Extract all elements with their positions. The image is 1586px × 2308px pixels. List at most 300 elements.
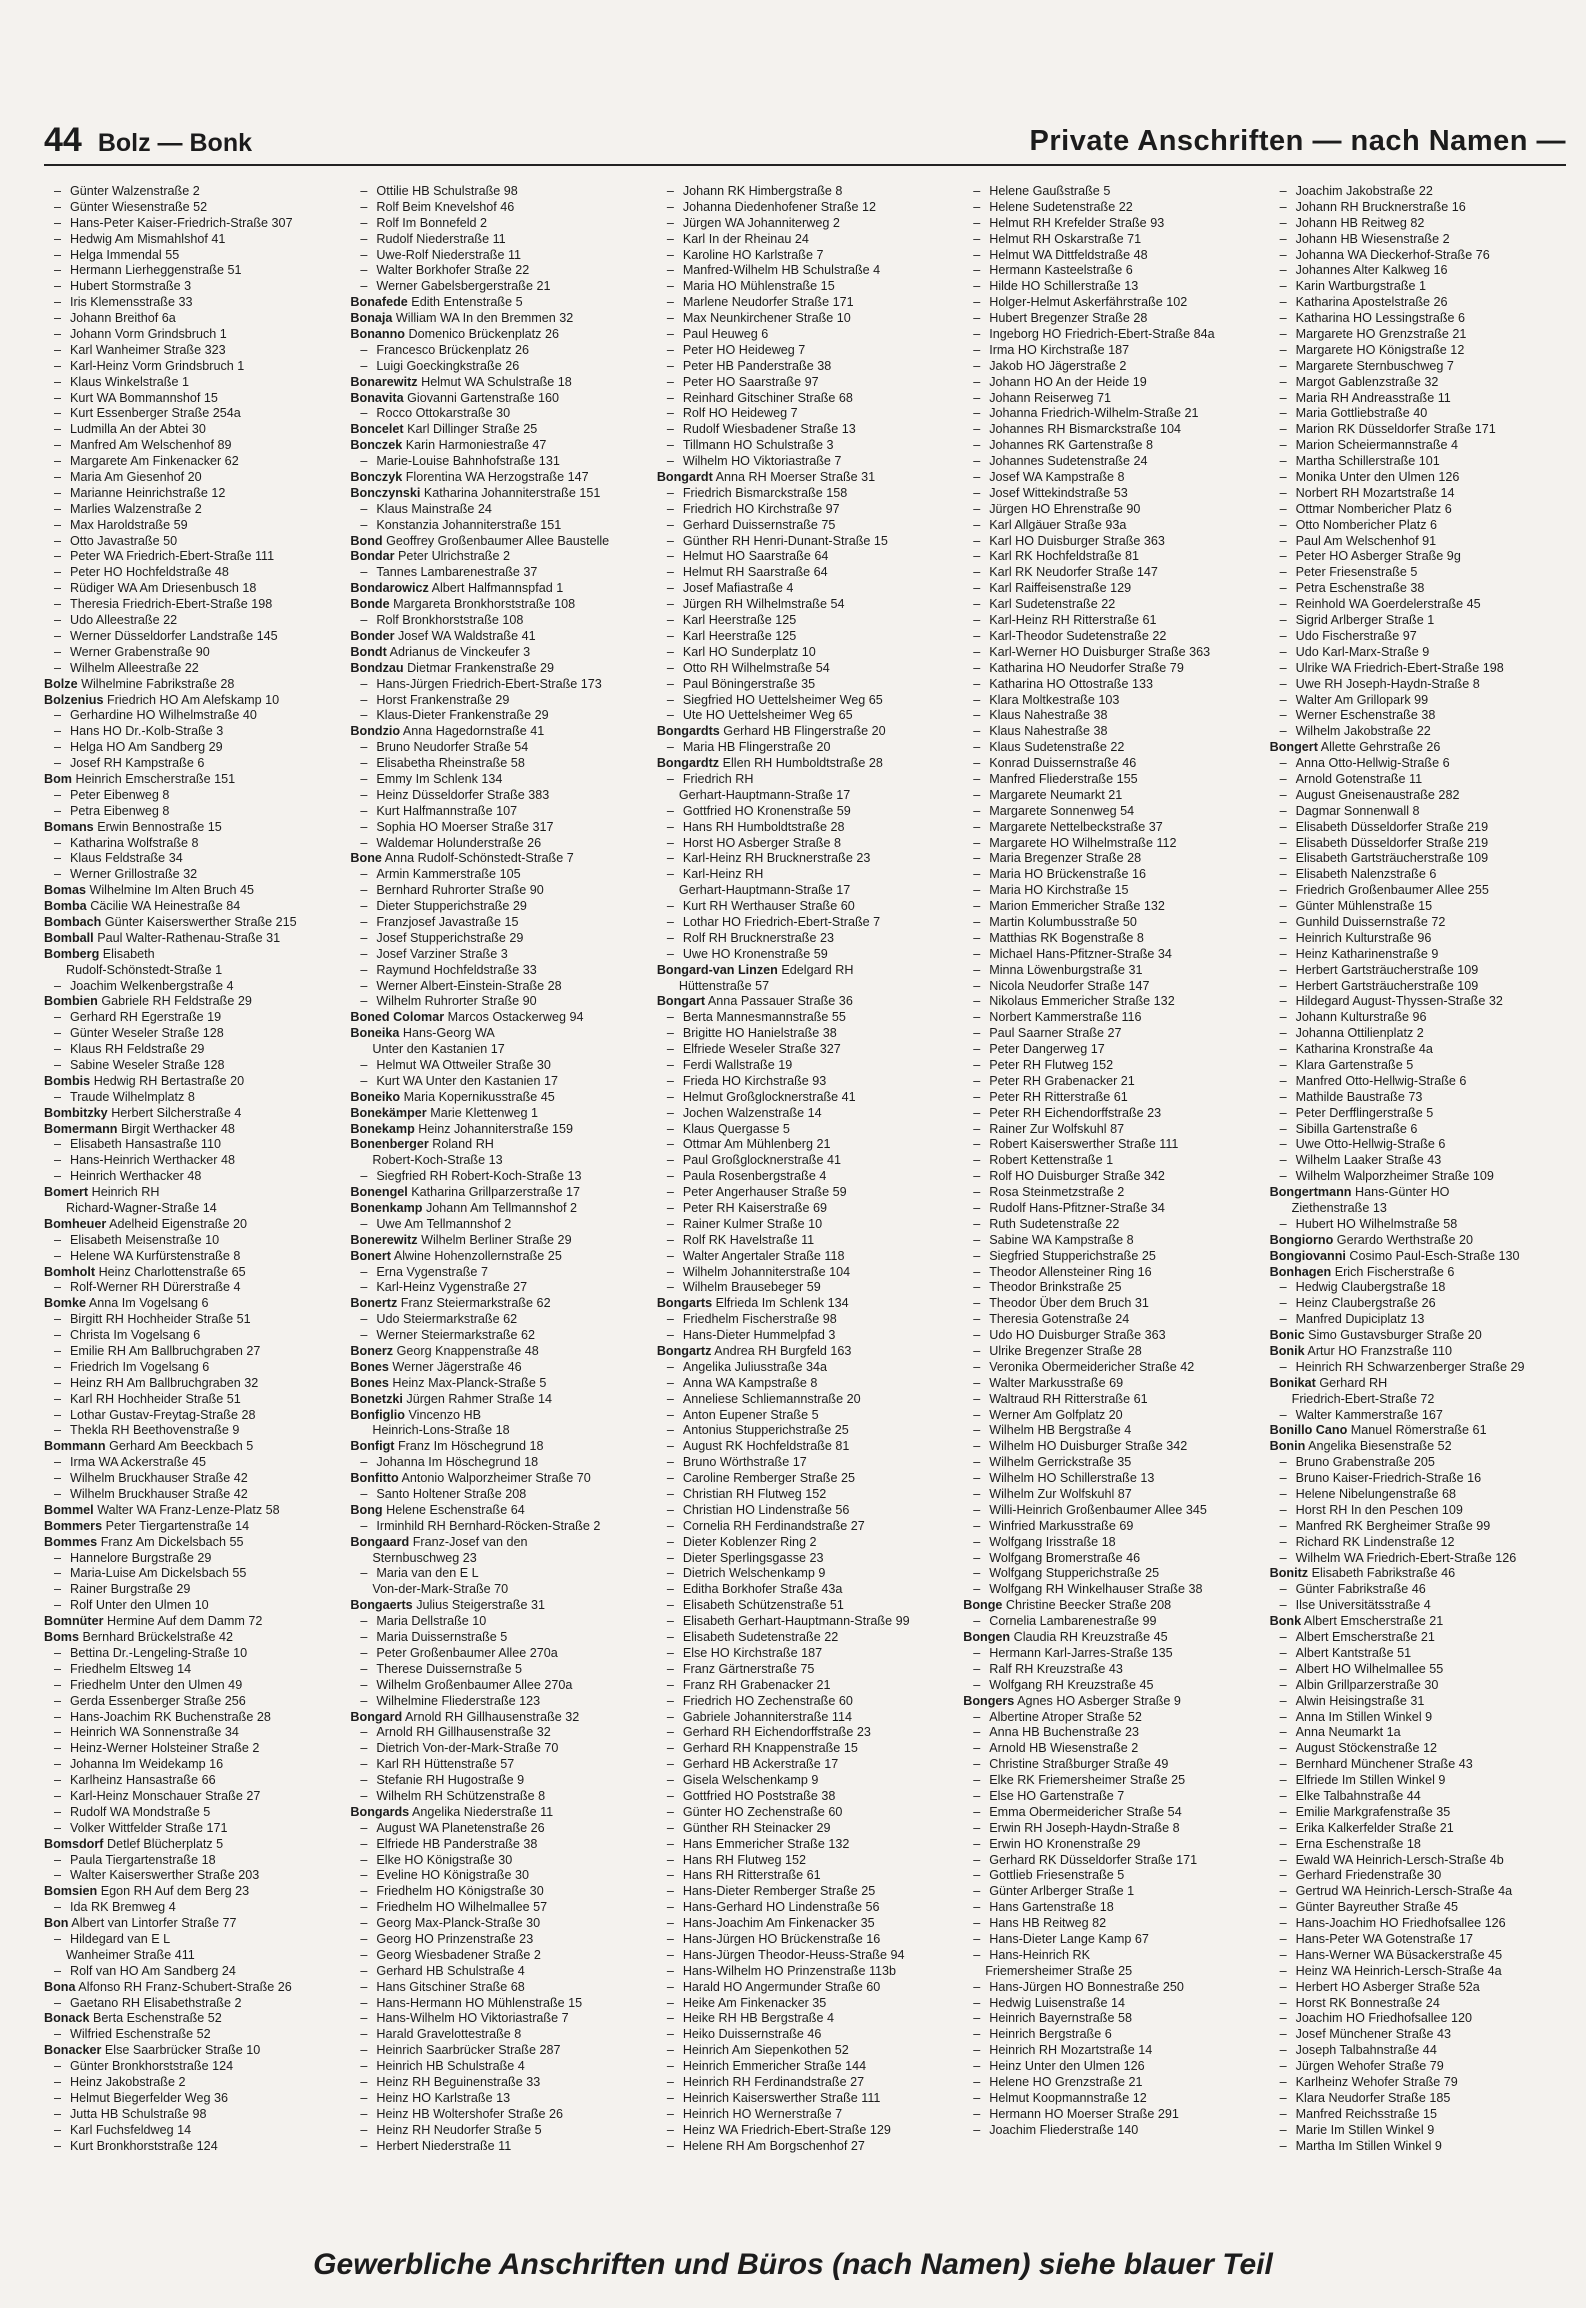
- entry-text: Marlies Walzenstraße 2: [70, 501, 202, 516]
- sub-entry: [44, 1805, 338, 1821]
- family-entry: [44, 1503, 338, 1519]
- family-name: Bongarts: [656, 1296, 713, 1311]
- family-name: Bondarowicz: [350, 581, 429, 596]
- sub-entry: [657, 661, 951, 677]
- dash-marker: –: [54, 978, 62, 993]
- entry-text: Hans Gitschiner Straße 68: [376, 1979, 525, 1994]
- family-entry: [350, 549, 644, 565]
- entry-text: Hans-Hermann HO Mühlenstraße 15: [376, 1995, 583, 2010]
- continuation-line: Ziethenstraße 13: [1291, 1201, 1387, 1215]
- entry-text: Albert Emscherstraße 21: [1295, 1630, 1435, 1645]
- family-entry: [1270, 1233, 1564, 1249]
- family-entry: [350, 1296, 644, 1312]
- entry-text: Karin Wartburgstraße 1: [1295, 279, 1427, 294]
- sub-entry: [350, 1964, 644, 1980]
- sub-entry: [963, 581, 1257, 597]
- dash-marker: –: [54, 279, 62, 294]
- entry-text: Hans-Heinrich Werthacker 48: [70, 1153, 235, 1168]
- sub-entry: [1270, 2011, 1564, 2027]
- dash-marker: –: [360, 1820, 368, 1835]
- entry-text: Siegfried HO Uettelsheimer Weg 65: [682, 692, 883, 707]
- entry-text: Rolf HO Duisburger Straße 342: [989, 1169, 1165, 1184]
- dash-marker: –: [360, 1900, 368, 1915]
- dash-marker: –: [54, 1328, 62, 1343]
- sub-entry: [963, 899, 1257, 915]
- dash-marker: –: [666, 1201, 674, 1215]
- entry-text: Theodor Über dem Bruch 31: [989, 1296, 1149, 1311]
- dash-marker: –: [54, 708, 62, 723]
- entry-text: Heinrich Kulturstraße 96: [1295, 930, 1432, 945]
- family-entry: [1270, 1423, 1564, 1439]
- dash-marker: –: [1279, 692, 1287, 707]
- entry-text: Wilhelm RH Schützenstraße 8: [376, 1788, 546, 1803]
- entry-text: Ewald WA Heinrich-Lersch-Straße 4b: [1295, 1852, 1504, 1867]
- entry-text: Karl Dillinger Straße 25: [407, 422, 538, 437]
- dash-marker: –: [360, 946, 368, 961]
- sub-entry: [44, 486, 338, 502]
- dash-marker: –: [54, 1344, 62, 1359]
- sub-entry: [1270, 661, 1564, 677]
- family-entry: [44, 1614, 338, 1630]
- entry-text: Sabine Weseler Straße 128: [70, 1057, 225, 1072]
- sub-entry: [657, 1519, 951, 1535]
- continuation-line: Friemersheimer Straße 25: [985, 1963, 1133, 1978]
- dash-marker: –: [360, 1757, 368, 1772]
- sub-entry: [350, 184, 644, 200]
- entry-text: Joachim Welkenbergstraße 4: [70, 978, 234, 993]
- dash-marker: –: [1279, 994, 1287, 1009]
- sub-entry: [350, 1821, 644, 1837]
- entry-text: Else Saarbrücker Straße 10: [104, 2043, 261, 2058]
- sub-entry: [963, 2027, 1257, 2043]
- entry-text: Heinz HB Woltershofer Straße 26: [376, 2106, 564, 2121]
- dash-marker: –: [54, 1042, 62, 1057]
- entry-text: Marlene Neudorfer Straße 171: [682, 295, 854, 310]
- entry-text: Arnold HB Wiesenstraße 2: [989, 1741, 1139, 1756]
- entry-text: Uwe Otto-Hellwig-Straße 6: [1295, 1137, 1446, 1152]
- entry-text: Sigrid Arlberger Straße 1: [1295, 613, 1435, 628]
- entry-text: Heinrich Am Siepenkothen 52: [682, 2043, 849, 2058]
- sub-entry: [963, 1932, 1257, 1948]
- sub-entry: [657, 772, 951, 788]
- sub-entry: [963, 232, 1257, 248]
- dash-marker: –: [1279, 835, 1287, 850]
- dash-marker: –: [973, 1042, 981, 1057]
- entry-text: Dieter Stupperichstraße 29: [376, 899, 527, 914]
- sub-entry: [963, 1980, 1257, 1996]
- family-entry: [44, 2011, 338, 2027]
- dash-marker: –: [360, 994, 368, 1009]
- entry-text: Peter HO Asberger Straße 9g: [1295, 549, 1461, 564]
- sub-entry: [350, 216, 644, 232]
- dash-marker: –: [54, 390, 62, 405]
- sub-entry: [44, 216, 338, 232]
- dash-marker: –: [973, 263, 981, 278]
- dash-marker: –: [1279, 1725, 1287, 1740]
- dash-marker: –: [666, 1518, 674, 1533]
- dash-marker: –: [973, 247, 981, 262]
- sub-entry: [657, 1376, 951, 1392]
- dash-marker: –: [1279, 470, 1287, 485]
- dash-marker: –: [666, 1232, 674, 1247]
- entry-text: Wilhelm Jakobstraße 22: [1295, 724, 1431, 739]
- dash-marker: –: [666, 914, 674, 929]
- dash-marker: –: [973, 1947, 981, 1962]
- sub-entry: [657, 518, 951, 534]
- dash-marker: –: [360, 1677, 368, 1692]
- sub-entry: [657, 1074, 951, 1090]
- dash-marker: –: [666, 899, 674, 914]
- sub-entry: [1270, 1582, 1564, 1598]
- sub-entry: [44, 1090, 338, 1106]
- dash-marker: –: [666, 1820, 674, 1835]
- sub-entry: [44, 1408, 338, 1424]
- entry-text: Dieter Koblenzer Ring 2: [682, 1534, 817, 1549]
- entry-text: Karin Harmoniestraße 47: [405, 438, 547, 453]
- dash-marker: –: [1279, 1804, 1287, 1819]
- entry-text: Heinz WA Heinrich-Lersch-Straße 4a: [1295, 1963, 1502, 1978]
- sub-entry: [350, 2139, 644, 2155]
- entry-text: Helmut RH Oskarstraße 71: [989, 231, 1142, 246]
- entry-text: Maria Dellstraße 10: [376, 1614, 487, 1629]
- sub-entry: [963, 406, 1257, 422]
- entry-text: Josef Münchener Straße 43: [1295, 2027, 1452, 2042]
- entry-text: Robert Kettenstraße 1: [989, 1153, 1114, 1168]
- dash-marker: –: [1279, 883, 1287, 898]
- sub-entry: [657, 2075, 951, 2091]
- family-entry: [1270, 1328, 1564, 1344]
- entry-text: Geoffrey Großenbaumer Allee Baustelle: [386, 533, 610, 548]
- sub-entry: [963, 2123, 1257, 2139]
- entry-text: Reinhard Gitschiner Straße 68: [682, 390, 853, 405]
- sub-entry: [1270, 279, 1564, 295]
- dash-marker: –: [1279, 1693, 1287, 1708]
- sub-entry: [350, 820, 644, 836]
- entry-text: Jutta HB Schulstraße 98: [70, 2106, 207, 2121]
- dash-marker: –: [973, 2027, 981, 2042]
- entry-text: Alwin Heisingstraße 31: [1295, 1693, 1425, 1708]
- entry-text: Cornelia Lambarenestraße 99: [989, 1614, 1157, 1629]
- sub-entry: [1270, 899, 1564, 915]
- sub-entry: [963, 279, 1257, 295]
- entry-text: Peter RH Eichendorffstraße 23: [989, 1105, 1162, 1120]
- entry-text: Angelika Niederstraße 11: [412, 1804, 554, 1819]
- entry-text: Albertine Atroper Straße 52: [989, 1709, 1142, 1724]
- entry-text: Paul Großglocknerstraße 41: [682, 1153, 842, 1168]
- entry-text: Hans HB Reitweg 82: [989, 1916, 1107, 1931]
- sub-entry: [350, 2075, 644, 2091]
- sub-entry: [657, 1471, 951, 1487]
- entry-text: Helga Immendal 55: [70, 247, 180, 262]
- dash-marker: –: [1279, 756, 1287, 771]
- family-entry: [350, 661, 644, 677]
- sub-entry: [350, 899, 644, 915]
- dash-marker: –: [666, 1471, 674, 1486]
- sub-entry: [1270, 1773, 1564, 1789]
- family-name: Bone: [350, 851, 382, 866]
- dash-marker: –: [666, 358, 674, 373]
- sub-entry: [1270, 1122, 1564, 1138]
- entry-text: Peter HB Panderstraße 38: [682, 358, 832, 373]
- entry-text: Günter Weseler Straße 128: [70, 1026, 224, 1041]
- family-entry: [350, 1805, 644, 1821]
- sub-entry: [1270, 2107, 1564, 2123]
- entry-text: Franz Im Höschegrund 18: [397, 1439, 544, 1454]
- dash-marker: –: [1279, 1105, 1287, 1120]
- entry-text: Helene WA Kurfürstenstraße 8: [70, 1248, 241, 1263]
- dash-marker: –: [973, 676, 981, 691]
- sub-entry: [657, 1233, 951, 1249]
- sub-entry: [44, 534, 338, 550]
- entry-text: Franz Steiermarkstraße 62: [400, 1296, 551, 1311]
- sub-entry: [350, 406, 644, 422]
- entry-text: Horst HO Asberger Straße 8: [682, 835, 841, 850]
- entry-text: Hildegard August-Thyssen-Straße 32: [1295, 994, 1503, 1009]
- sub-entry: [963, 1773, 1257, 1789]
- dash-marker: –: [1279, 2043, 1287, 2058]
- sub-entry: [657, 1503, 951, 1519]
- entry-text: Günter Wiesenstraße 52: [70, 199, 208, 214]
- dash-marker: –: [973, 184, 981, 198]
- sub-entry: [657, 1169, 951, 1185]
- entry-text: Klaus-Dieter Frankenstraße 29: [376, 708, 549, 723]
- entry-text: Katharina Kronstraße 4a: [1295, 1042, 1433, 1057]
- sub-entry: [963, 518, 1257, 534]
- entry-text: Elisabeth Meisenstraße 10: [70, 1232, 220, 1247]
- dash-marker: –: [973, 199, 981, 214]
- dash-marker: –: [973, 1201, 981, 1215]
- dash-marker: –: [1279, 1757, 1287, 1772]
- entry-text: Rolf HO Heideweg 7: [682, 406, 798, 421]
- entry-text: Gerhard Friedenstraße 30: [1295, 1868, 1442, 1883]
- entry-text: Heinrich Kaiserswerther Straße 111: [682, 2090, 881, 2105]
- dash-marker: –: [973, 1471, 981, 1486]
- family-name: Bongard: [350, 1709, 403, 1724]
- sub-entry: [44, 502, 338, 518]
- entry-text: Gerhard Duissernstraße 75: [682, 517, 836, 532]
- family-name: Bomberg: [44, 946, 100, 961]
- dash-marker: –: [54, 787, 62, 802]
- family-name: Bongard-van Linzen: [656, 962, 778, 977]
- dash-marker: –: [973, 1757, 981, 1772]
- dash-marker: –: [1279, 851, 1287, 866]
- dash-marker: –: [666, 1375, 674, 1390]
- sub-entry: [350, 677, 644, 693]
- entry-text: Arnold Gotenstraße 11: [1295, 771, 1423, 786]
- continuation-line: Robert-Koch-Straße 13: [372, 1153, 503, 1168]
- sub-entry: [657, 549, 951, 565]
- entry-text: Heinrich RH Schwarzenberger Straße 29: [1295, 1359, 1525, 1374]
- entry-text: Gottfried HO Poststraße 38: [682, 1788, 836, 1803]
- sub-entry: [350, 2043, 644, 2059]
- family-entry: [350, 1090, 644, 1106]
- dash-marker: –: [666, 1248, 674, 1263]
- entry-text: Marion Emmericher Straße 132: [989, 899, 1165, 914]
- entry-text: Rudolf Hans-Pfitzner-Straße 34: [989, 1201, 1165, 1215]
- sub-entry: [1270, 677, 1564, 693]
- dash-marker: –: [973, 1677, 981, 1692]
- sub-entry: [1270, 2075, 1564, 2091]
- entry-text: Heinrich RH Mozartstraße 14: [989, 2043, 1153, 2058]
- family-entry: [350, 1185, 644, 1201]
- entry-text: Rolf-Werner RH Dürerstraße 4: [70, 1280, 241, 1295]
- entry-text: Hans-Günter HO: [1354, 1185, 1450, 1200]
- dash-marker: –: [1279, 438, 1287, 453]
- dash-marker: –: [973, 1502, 981, 1517]
- dash-marker: –: [666, 1741, 674, 1756]
- entry-text: Georg HO Prinzenstraße 23: [376, 1931, 534, 1946]
- entry-text: Johanna Friedrich-Wilhelm-Straße 21: [989, 406, 1199, 421]
- sub-entry: [657, 693, 951, 709]
- dash-marker: –: [1279, 1582, 1287, 1597]
- entry-text: Walter Am Grillopark 99: [1295, 692, 1429, 707]
- entry-text: Marie-Louise Bahnhofstraße 131: [376, 454, 560, 469]
- family-name: Bommers: [44, 1518, 103, 1533]
- sub-entry: [963, 1471, 1257, 1487]
- sub-entry: [657, 1535, 951, 1551]
- entry-text: Santo Holtener Straße 208: [376, 1487, 527, 1502]
- entry-text: Peter HO Saarstraße 97: [682, 374, 819, 389]
- sub-entry: [657, 1662, 951, 1678]
- sub-entry: [350, 263, 644, 279]
- dash-marker: –: [1279, 1455, 1287, 1470]
- entry-text: Kurt Bronkhorststraße 124: [70, 2138, 218, 2153]
- entry-text: Heinz RH Am Ballbruchgraben 32: [70, 1375, 259, 1390]
- entry-text: Friedrich Im Vogelsang 6: [70, 1359, 210, 1374]
- sub-entry: [1270, 772, 1564, 788]
- entry-text: Hans HO Dr.-Kolb-Straße 3: [70, 724, 224, 739]
- dash-marker: –: [1279, 1026, 1287, 1041]
- entry-text: Harald HO Angermunder Straße 60: [682, 1979, 881, 1994]
- sub-entry: [657, 1280, 951, 1296]
- sub-entry: [44, 1598, 338, 1614]
- sub-entry: [963, 1948, 1257, 1964]
- dash-marker: –: [973, 819, 981, 834]
- sub-entry: [1270, 200, 1564, 216]
- dash-marker: –: [360, 803, 368, 818]
- dash-marker: –: [1279, 1995, 1287, 2010]
- entry-text: Gerhard HB Schulstraße 4: [376, 1963, 525, 1978]
- entry-text: Horst RH In den Peschen 109: [1295, 1502, 1463, 1517]
- entry-text: Elisabeth: [102, 946, 155, 961]
- entry-text: Friedhelm Eltsweg 14: [70, 1661, 192, 1676]
- entry-text: Johannes RH Bismarckstraße 104: [989, 422, 1182, 437]
- entry-text: Herbert HO Asberger Straße 52a: [1295, 1979, 1480, 1994]
- entry-text: Heinrich Werthacker 48: [70, 1169, 202, 1184]
- entry-text: Hildegard van E L: [70, 1931, 171, 1946]
- sub-entry: [1270, 470, 1564, 486]
- entry-text: Margot Gablenzstraße 32: [1295, 374, 1439, 389]
- entry-text: Maria HO Brückenstraße 16: [989, 867, 1146, 882]
- entry-text: Günter Mühlenstraße 15: [1295, 899, 1433, 914]
- section-title: Private Anschriften — nach Namen —: [1029, 125, 1566, 157]
- entry-text: Gabriele RH Feldstraße 29: [101, 994, 252, 1009]
- entry-text: Johannes Alter Kalkweg 16: [1295, 263, 1448, 278]
- dash-marker: –: [360, 454, 368, 469]
- sub-entry: [963, 1265, 1257, 1281]
- entry-text: Petra Eschenstraße 38: [1295, 581, 1425, 596]
- family-name: Bonde: [350, 597, 390, 612]
- dash-marker: –: [666, 1264, 674, 1279]
- sub-entry: [657, 1725, 951, 1741]
- entry-text: Maria van den E L: [376, 1566, 479, 1581]
- entry-text: Monika Unter den Ulmen 126: [1295, 470, 1460, 485]
- dash-marker: –: [666, 946, 674, 961]
- sub-entry: [44, 1757, 338, 1773]
- entry-text: Rolf Unter den Ulmen 10: [70, 1598, 209, 1613]
- entry-text: Hans-Gerhard HO Lindenstraße 56: [682, 1900, 880, 1915]
- sub-entry: [44, 1153, 338, 1169]
- entry-text: Erika Kalkerfelder Straße 21: [1295, 1820, 1454, 1835]
- family-name: Bongardt: [656, 470, 713, 485]
- entry-text: Paul Böningerstraße 35: [682, 676, 816, 691]
- sub-entry: [657, 1026, 951, 1042]
- dash-marker: –: [54, 1280, 62, 1295]
- entry-text: Peter HO Hochfeldstraße 48: [70, 565, 229, 580]
- family-name: Bom: [44, 771, 72, 786]
- entry-text: Reinhold WA Goerdelerstraße 45: [1295, 597, 1481, 612]
- dash-marker: –: [973, 1391, 981, 1406]
- dash-marker: –: [54, 1248, 62, 1263]
- sub-entry: [1270, 1296, 1564, 1312]
- entry-text: Heinrich Bayernstraße 58: [989, 2011, 1133, 2026]
- entry-text: Peter Friesenstraße 5: [1295, 565, 1418, 580]
- entry-text: Walter Kaiserswerther Straße 203: [70, 1868, 260, 1883]
- sub-entry: [963, 454, 1257, 470]
- entry-text: Wilhelm Johanniterstraße 104: [682, 1264, 851, 1279]
- dash-marker: –: [666, 676, 674, 691]
- sub-entry: [657, 359, 951, 375]
- entry-text: Egon RH Auf dem Berg 23: [100, 1884, 250, 1899]
- sub-entry: [1270, 2091, 1564, 2107]
- sub-entry: [350, 1757, 644, 1773]
- entry-text: August RK Hochfeldstraße 81: [682, 1439, 850, 1454]
- sub-entry: [657, 836, 951, 852]
- entry-text: Petra Eibenweg 8: [70, 803, 170, 818]
- entry-text: Franz Gärtnerstraße 75: [682, 1661, 815, 1676]
- sub-entry: [657, 1455, 951, 1471]
- entry-text: Hubert HO Wilhelmstraße 58: [1295, 1216, 1458, 1231]
- dash-marker: –: [973, 1073, 981, 1088]
- family-name: Bongartz: [656, 1344, 712, 1359]
- sub-entry: [44, 1233, 338, 1249]
- sub-entry: [44, 327, 338, 343]
- entry-text: Hermann Karl-Jarres-Straße 135: [989, 1645, 1173, 1660]
- family-name: Bonavita: [350, 390, 404, 405]
- sub-entry: [350, 915, 644, 931]
- entry-text: Margarete Sonnenweg 54: [989, 803, 1135, 818]
- dash-marker: –: [1279, 1979, 1287, 1994]
- sub-entry: [657, 867, 951, 883]
- sub-entry: [963, 2075, 1257, 2091]
- dash-marker: –: [973, 311, 981, 326]
- sub-entry: [963, 677, 1257, 693]
- dash-marker: –: [973, 2011, 981, 2026]
- dash-marker: –: [54, 2059, 62, 2074]
- sub-entry: [350, 1853, 644, 1869]
- entry-text: Wolfgang Stupperichstraße 25: [989, 1566, 1160, 1581]
- sub-entry: [963, 804, 1257, 820]
- entry-text: August Gneisenaustraße 282: [1295, 787, 1460, 802]
- sub-entry: [44, 1662, 338, 1678]
- entry-text: Anneliese Schliemannstraße 20: [682, 1391, 861, 1406]
- family-name: Bomheuer: [44, 1216, 107, 1231]
- dash-marker: –: [666, 485, 674, 500]
- family-name: Bongardts: [656, 724, 720, 739]
- sub-entry: [657, 931, 951, 947]
- entry-text: Helene Nibelungenstraße 68: [1295, 1487, 1456, 1502]
- dash-marker: –: [54, 2027, 62, 2042]
